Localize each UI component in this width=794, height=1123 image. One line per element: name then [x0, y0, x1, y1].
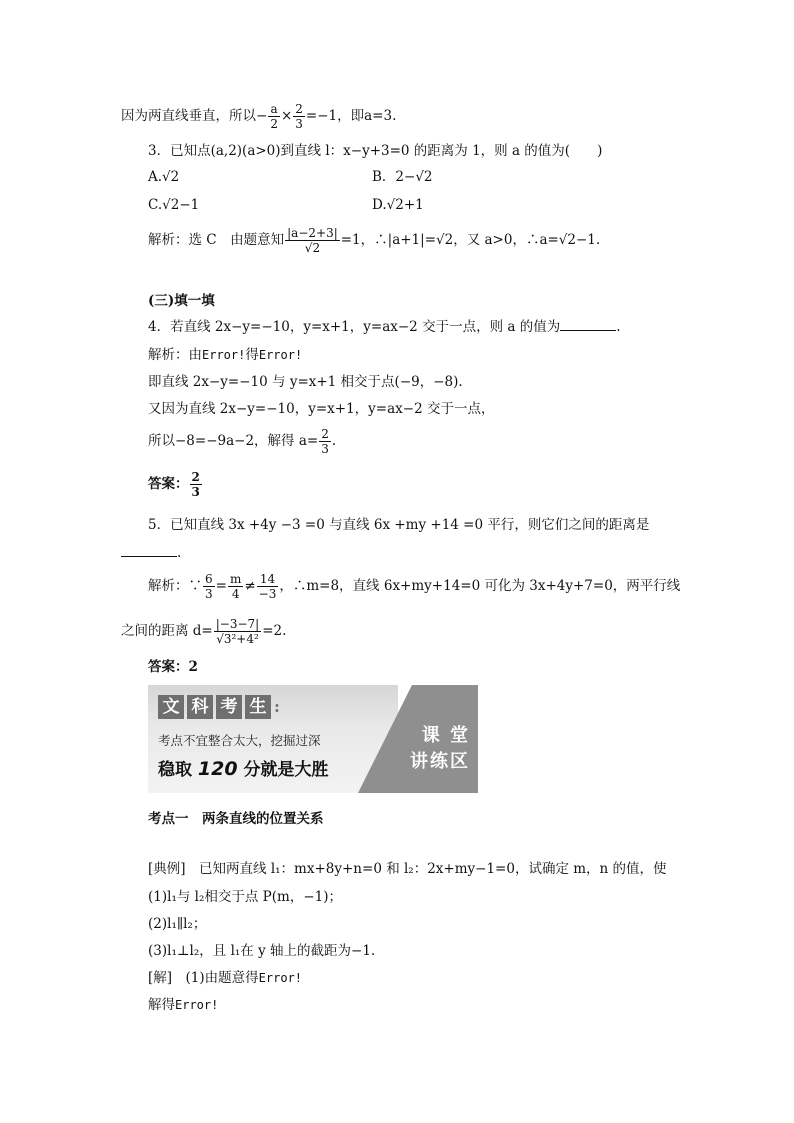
example-line-1: [典例] 已知两直线 l₁：mx+8y+n=0 和 l₂：2x+my−1=0，试确定 m，n 的值，使 [148, 861, 667, 877]
question-4-line-3: 又因为直线 2x−y=−10，y=x+1，y=ax−2 交于一点， [148, 401, 495, 417]
answer-blank [121, 544, 177, 557]
banner-subtitle: 考点不宜整合太大，挖掘过深 [158, 733, 321, 748]
banner-left-panel [148, 685, 398, 793]
fraction: $\frac{|a-2+3|}{√2}$ [287, 226, 338, 255]
line-perpendicular-conclusion: 因为两直线垂直，所以− $\frac{a}{2}$ × $\frac{2}{3}$ =−1，即a=3. [121, 102, 397, 131]
banner-right-text-2: 讲练区 [410, 751, 470, 772]
banner-tags [158, 695, 280, 719]
question-4-answer: 答案： $\frac{2}{3}$ [148, 470, 200, 499]
question-4-analysis: 解析：由Error!得Error! [148, 347, 303, 363]
solution-line-1: [解] (1)由题意得Error! [148, 970, 303, 986]
fraction: $\frac{14}{-3}$ [258, 572, 277, 601]
question-5: 5．已知直线 3x +4y −3 =0 与直线 6x +my +14 =0 平行，则它们之间的距离是 [148, 517, 650, 533]
banner-right-text-1: 课 堂 [421, 725, 470, 746]
banner-tag: 考 [216, 695, 242, 719]
option-c: C.√2−1 [148, 197, 200, 213]
option-b: B．2−√2 [372, 169, 433, 185]
section-fill-in: (三)填一填 [148, 293, 215, 309]
example-line-4: (3)l₁⊥l₂，且 l₁在 y 轴上的截距为−1. [148, 943, 376, 959]
banner-colon: : [274, 697, 280, 716]
banner-tag: 文 [158, 695, 184, 719]
question-4-line-4: 所以−8=−9a−2，解得 a= $\frac{2}{3}$ . [148, 427, 337, 456]
banner-tag: 生 [245, 695, 271, 719]
option-d: D.√2+1 [372, 197, 424, 213]
question-5-distance: 之间的距离 d= $\frac{|-3-7|}{\text{√3²+4²}}$ =2. [121, 617, 287, 646]
section-banner [148, 685, 478, 793]
question-4-line-2: 即直线 2x−y=−10 与 y=x+1 相交于点(−9，−8). [148, 374, 463, 390]
question-5-blank-line: . [121, 544, 181, 562]
question-5-answer: 答案：2 [148, 659, 198, 675]
example-line-2: (1)l₁与 l₂相交于点 P(m，−1)； [148, 889, 342, 905]
option-a: A.√2 [148, 169, 180, 185]
fraction: $\frac{2}{3}$ [295, 102, 303, 131]
example-line-3: (2)l₁∥l₂； [148, 916, 207, 932]
fraction: $\frac{2}{3}$ [321, 427, 329, 456]
fraction: $\frac{6}{3}$ [205, 572, 213, 601]
topic-heading: 考点一 两条直线的位置关系 [148, 811, 324, 827]
question-3-analysis: 解析：选 C 由题意知 $\frac{|a-2+3|}{√2}$ =1，∴|a+1|=√2，又 a>0，∴a=√2−1. [148, 226, 601, 255]
question-5-analysis: 解析：∵ $\frac{6}{3}$ = $\frac{m}{4}$ ≠ $\frac{14}{-3}$ ，∴m=8，直线 6x+my+14=0 可化为 3x+4y+7=0，两平行线 [148, 572, 681, 601]
fraction: $\frac{a}{2}$ [270, 102, 278, 131]
banner-slogan: 稳取 120 分就是大胜 [158, 758, 329, 780]
solution-line-2: 解得Error! [148, 997, 219, 1013]
question-4: 4．若直线 2x−y=−10，y=x+1，y=ax−2 交于一点，则 a 的值为 . [148, 319, 621, 335]
answer-blank [560, 318, 616, 331]
question-3: 3．已知点(a,2)(a>0)到直线 l：x−y+3=0 的距离为 1，则 a 的值为( ) [148, 143, 603, 159]
banner-tag: 科 [187, 695, 213, 719]
fraction: $\frac{2}{3}$ [191, 470, 200, 499]
fraction: $\frac{m}{4}$ [229, 572, 242, 601]
fraction: $\frac{|-3-7|}{\text{√3²+4²}}$ [215, 617, 260, 646]
